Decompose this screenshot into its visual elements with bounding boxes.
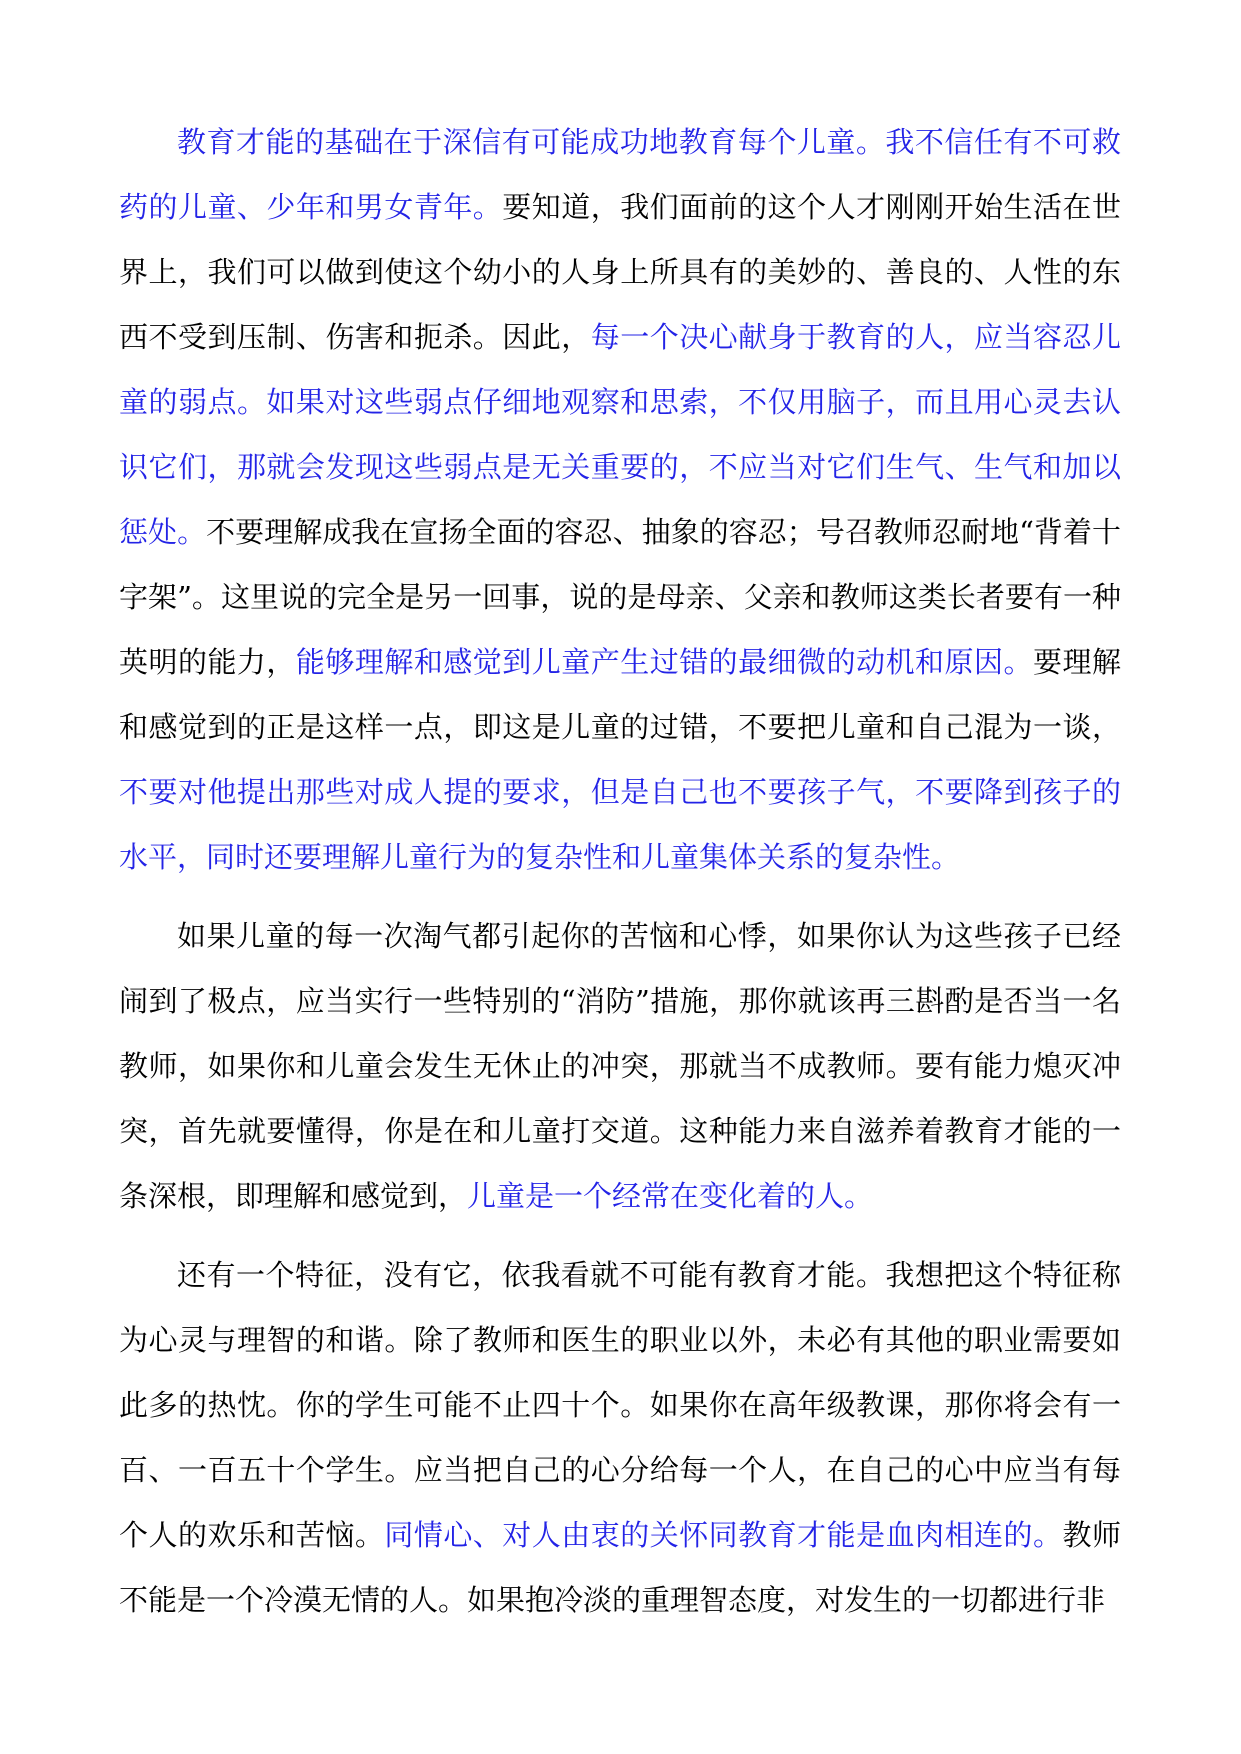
paragraph-3 — [119, 1243, 1121, 1633]
text-segment-highlight: 教育才能的基础在于深信有可能成功地教育每个儿童。我不信任有不可救药的儿童、少年和男女青年。 — [119, 125, 1121, 224]
paragraph-2 — [119, 904, 1121, 1229]
text-segment-highlight: 同情心、对人由衷的关怀同教育才能是血肉相连的。 — [384, 1518, 1063, 1552]
text-segment-highlight: 儿童是一个经常在变化着的人。 — [467, 1179, 874, 1213]
paragraph-1 — [119, 110, 1121, 890]
text-segment: 还有一个特征，没有它，依我看就不可能有教育才能。我想把这个特征称为心灵与理智的和谐。除了教师和医生的职业以外，未必有其他的职业需要如此多的热忱。你的学生可能不止四十个。如果你在高年级教课，那你将会有一百、一百五十个学生。应当把自己的心分给每一个人，在自己的心中应当有每个人的欢乐和苦恼。 — [119, 1258, 1121, 1552]
text-segment: 教师不能是一个冷漠无情的人。如果抱冷淡的重理智态度，对发生的一切都进行非 — [119, 1518, 1121, 1617]
text-segment: 如果儿童的每一次淘气都引起你的苦恼和心悸，如果你认为这些孩子已经闹到了极点，应当实行一些特别的“消防”措施，那你就该再三斟酌是否当一名教师，如果你和儿童会发生无休止的冲突，那就当不成教师。要有能力熄灭冲突，首先就要懂得，你是在和儿童打交道。这种能力来自滋养着教育才能的一条深根，即理解和感觉到， — [119, 919, 1121, 1213]
text-segment-highlight: 能够理解和感觉到儿童产生过错的最细微的动机和原因。 — [295, 645, 1033, 679]
text-segment-highlight: 每一个决心献身于教育的人，应当容忍儿童的弱点。如果对这些弱点仔细地观察和思索，不仅用脑子，而且用心灵去认识它们，那就会发现这些弱点是无关重要的，不应当对它们生气、生气和加以惩处。 — [119, 320, 1121, 549]
text-segment: 不要理解成我在宣扬全面的容忍、抽象的容忍；号召教师忍耐地“背着十字架”。这里说的完全是另一回事，说的是母亲、父亲和教师这类长者要有一种英明的能力， — [119, 515, 1121, 679]
text-segment: 要理解和感觉到的正是这样一点，即这是儿童的过错，不要把儿童和自己混为一谈， — [119, 645, 1121, 744]
document-page — [119, 110, 1121, 1647]
text-segment-highlight: 不要对他提出那些对成人提的要求，但是自己也不要孩子气，不要降到孩子的水平，同时还要理解儿童行为的复杂性和儿童集体关系的复杂性。 — [119, 775, 1121, 874]
text-segment: 要知道，我们面前的这个人才刚刚开始生活在世界上，我们可以做到使这个幼小的人身上所具有的美妙的、善良的、人性的东西不受到压制、伤害和扼杀。因此， — [119, 190, 1121, 354]
